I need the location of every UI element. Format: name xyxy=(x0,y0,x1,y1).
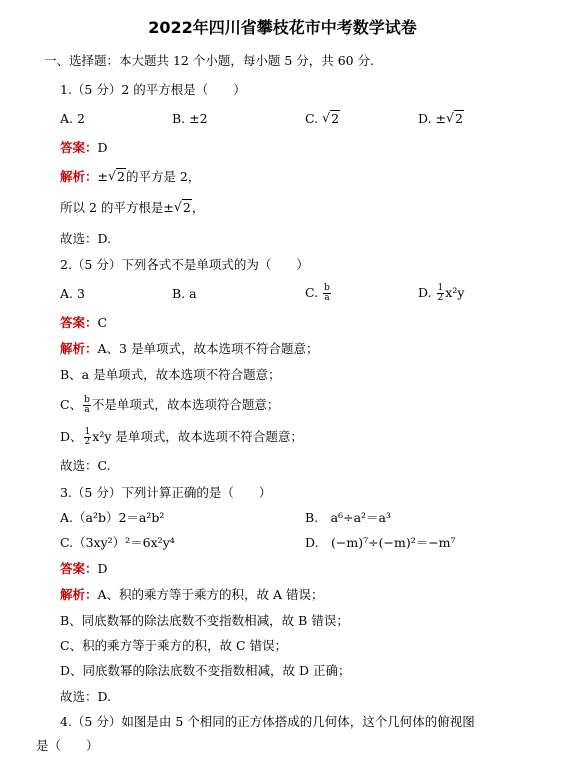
q3-stem: 3.（5 分）下列计算正确的是（ ） xyxy=(60,485,272,500)
q2-analysis-1: 解析：A、3 是单项式，故本选项不符合题意； xyxy=(60,341,319,356)
q2-analysis-2: B、a 是单项式，故本选项不符合题意； xyxy=(60,367,281,382)
q2-option-c: C. $\frac{b}{a}$ xyxy=(305,283,330,303)
q1-analysis-1: 解析：±√ 2的平方是 2， xyxy=(60,169,200,185)
q1-answer: 答案：D xyxy=(60,140,108,155)
q4-stem-cont: 是（ ） xyxy=(36,738,99,753)
q2-analysis-4: D、 $\frac{1}{2}$ x²y 是单项式，故本选项不符合题意； xyxy=(60,427,303,447)
q4-stem: 4.（5 分）如图是由 5 个相同的正方体搭成的几何体，这个几何体的俯视图 xyxy=(60,714,475,729)
q3-option-d: D. (−m)⁷÷(−m)²＝−m⁷ xyxy=(305,535,456,550)
q3-analysis-4: D、同底数幂的除法底数不变指数相减，故 D 正确； xyxy=(60,663,351,678)
q3-option-b: B. a⁶÷a²＝a³ xyxy=(305,510,392,525)
q1-option-c: C. √ 2 xyxy=(305,111,340,127)
q2-conclusion: 故选：C. xyxy=(60,458,111,473)
q2-option-b: B. a xyxy=(172,286,197,301)
section-heading: 一、选择题：本大题共 12 个小题，每小题 5 分，共 60 分. xyxy=(44,53,375,68)
q1-conclusion: 故选：D. xyxy=(60,231,112,246)
q2-analysis-3: C、 $\frac{b}{a}$ 不是单项式，故本选项符合题意； xyxy=(60,395,280,415)
q1-analysis-2: 所以 2 的平方根是±√ 2， xyxy=(60,200,204,216)
exam-title: 2022年四川省攀枝花市中考数学试卷 xyxy=(148,18,417,37)
q2-option-a: A. 3 xyxy=(60,286,85,301)
q2-answer: 答案：C xyxy=(60,315,108,330)
q3-analysis-1: 解析：A、积的乘方等于乘方的积，故 A 错误； xyxy=(60,587,324,602)
q2-stem: 2.（5 分）下列各式不是单项式的为（ ） xyxy=(60,257,309,272)
q3-option-a: A.（a²b）2＝a²b² xyxy=(60,510,165,525)
q3-conclusion: 故选：D. xyxy=(60,689,112,704)
q1-option-d: D. ±√ 2 xyxy=(418,111,464,127)
q1-option-a: A. 2 xyxy=(60,111,85,126)
q2-option-d: D. $\frac{1}{2}$ x²y xyxy=(418,283,465,303)
q1-option-b: B. ±2 xyxy=(172,111,208,126)
q3-analysis-2: B、同底数幂的除法底数不变指数相减，故 B 错误； xyxy=(60,613,349,628)
q3-option-c: C.（3xy²）²＝6x²y⁴ xyxy=(60,535,175,550)
q3-analysis-3: C、积的乘方等于乘方的积，故 C 错误； xyxy=(60,638,288,653)
q3-answer: 答案：D xyxy=(60,561,108,576)
q1-stem: 1.（5 分）2 的平方根是（ ） xyxy=(60,82,246,97)
